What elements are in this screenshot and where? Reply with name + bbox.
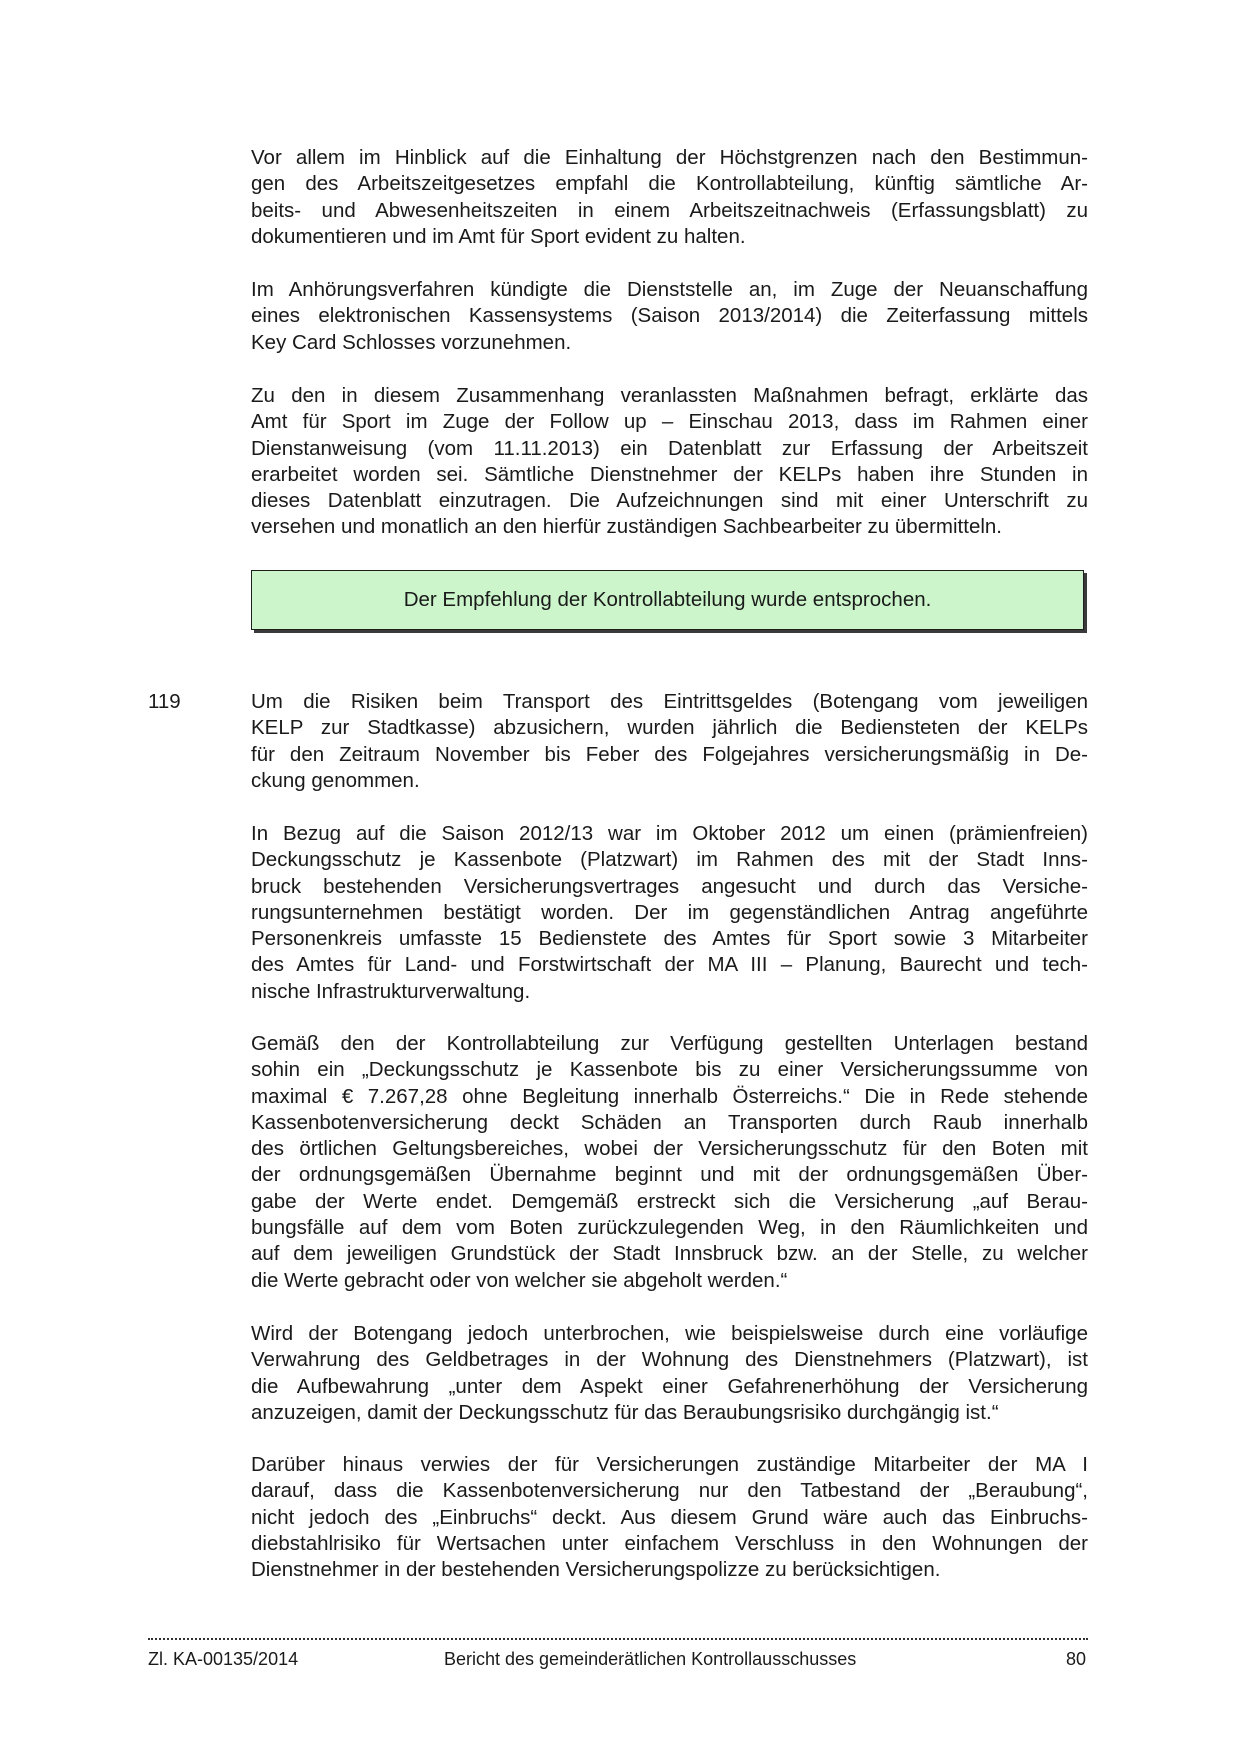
section-text-block — [251, 689, 1088, 794]
text-line: KELP zur Stadtkasse) abzusichern, wurden jährlich die Bediensteten der KELPs — [251, 716, 1088, 740]
text-line: nicht jedoch des „Einbruchs“ deckt. Aus diesem Grund wäre auch das Einbruchs- — [251, 1505, 1088, 1529]
section-number: 119 — [148, 690, 181, 713]
text-line: der ordnungsgemäßen Übernahme beginnt und mit der ordnungsgemäßen Über- — [251, 1163, 1088, 1187]
text-line: Personenkreis umfasste 15 Bedienstete des Amtes für Sport sowie 3 Mitarbeiter — [251, 927, 1088, 951]
text-line: Um die Risiken beim Transport des Eintrittsgeldes (Botengang vom jeweiligen — [251, 690, 1088, 713]
text-line: Verwahrung des Geldbetrages in der Wohnung des Dienstnehmers (Platzwart), ist — [251, 1348, 1088, 1372]
text-line: diebstahlrisiko für Wertsachen unter einfachem Verschluss in den Wohnungen der — [251, 1531, 1088, 1555]
text-line: bruck bestehenden Versicherungsvertrages angesucht und durch das Versiche- — [251, 874, 1088, 898]
recommendation-callout — [251, 570, 1084, 630]
text-line: Vor allem im Hinblick auf die Einhaltung der Höchstgrenzen nach den Bestimmun- — [251, 146, 1088, 169]
text-line: sohin ein „Deckungsschutz je Kassenbote bis zu einer Versicherungssumme von — [251, 1058, 1088, 1082]
text-line: gen des Arbeitszeitgesetzes empfahl die Kontrollabteilung, künftig sämtliche Ar- — [251, 172, 1088, 196]
footer-reference: Zl. KA-00135/2014 — [148, 1649, 299, 1669]
text-line: Zu den in diesem Zusammenhang veranlassten Maßnahmen befragt, erklärte das — [251, 384, 1088, 407]
top-text-block — [251, 383, 1088, 541]
paragraph — [251, 1452, 1088, 1583]
text-line: Im Anhörungsverfahren kündigte die Dienststelle an, im Zuge der Neuanschaffung — [251, 278, 1088, 301]
paragraph — [251, 1031, 1088, 1294]
text-line: darauf, dass die Kassenbotenversicherung nur den Tatbestand der „Beraubung“, — [251, 1479, 1088, 1503]
text-line: maximal € 7.267,28 ohne Begleitung innerhalb Österreichs.“ Die in Rede stehende — [251, 1084, 1088, 1108]
text-line: nische Infrastrukturverwaltung. — [251, 979, 531, 1003]
text-line: Darüber hinaus verwies der für Versicherungen zuständige Mitarbeiter der MA I — [251, 1453, 1088, 1476]
text-line: die Werte gebracht oder von welcher sie abgeholt werden.“ — [251, 1268, 788, 1292]
text-line: gabe der Werte endet. Demgemäß erstreckt sich die Versicherung „auf Berau- — [251, 1189, 1088, 1213]
text-line: die Aufbewahrung „unter dem Aspekt einer Gefahrenerhöhung der Versicherung — [251, 1374, 1088, 1398]
paragraph — [251, 383, 1088, 541]
text-line: anzuzeigen, damit der Deckungsschutz für das Beraubungsrisiko durchgängig ist.“ — [251, 1400, 999, 1424]
section-text-block — [251, 1452, 1088, 1583]
text-line: In Bezug auf die Saison 2012/13 war im Oktober 2012 um einen (prämienfreien) — [251, 822, 1088, 845]
text-line: für den Zeitraum November bis Feber des Folgejahres versicherungsmäßig in De- — [251, 742, 1088, 766]
paragraph — [251, 277, 1088, 356]
paragraph — [251, 145, 1088, 250]
text-line: dieses Datenblatt einzutragen. Die Aufzeichnungen sind mit einer Unterschrift zu — [251, 489, 1088, 513]
section-text-block — [251, 1031, 1088, 1294]
section-text-block — [251, 821, 1088, 1005]
top-text-block — [251, 145, 1088, 250]
text-line: rungsunternehmen bestätigt worden. Der im gegenständlichen Antrag angeführte — [251, 900, 1088, 924]
text-line: des Amtes für Land- und Forstwirtschaft der MA III – Planung, Baurecht und tech- — [251, 953, 1088, 977]
footer-title: Bericht des gemeinderätlichen Kontrollausschusses — [444, 1649, 857, 1669]
text-line: Key Card Schlosses vorzunehmen. — [251, 330, 572, 354]
text-line: Deckungsschutz je Kassenbote (Platzwart) im Rahmen des mit der Stadt Inns- — [251, 848, 1088, 872]
text-line: des örtlichen Geltungsbereiches, wobei der Versicherungsschutz für den Boten mit — [251, 1137, 1088, 1161]
text-line: beits- und Abwesenheitszeiten in einem Arbeitszeitnachweis (Erfassungsblatt) zu — [251, 198, 1088, 222]
paragraph — [251, 1321, 1088, 1426]
footer-separator — [148, 1638, 1088, 1640]
text-line: Dienstanweisung (vom 11.11.2013) ein Datenblatt zur Erfassung der Arbeitszeit — [251, 436, 1088, 460]
top-text-block — [251, 277, 1088, 356]
text-line: auf dem jeweiligen Grundstück der Stadt Innsbruck bzw. an der Stelle, zu welcher — [251, 1242, 1088, 1266]
text-line: bungsfälle auf dem vom Boten zurückzulegenden Weg, in den Räumlichkeiten und — [251, 1216, 1088, 1240]
text-line: Amt für Sport im Zuge der Follow up – Einschau 2013, dass im Rahmen einer — [251, 410, 1088, 434]
text-line: Kassenbotenversicherung deckt Schäden an Transporten durch Raub innerhalb — [251, 1110, 1088, 1134]
section-text-block — [251, 1321, 1088, 1426]
text-line: Wird der Botengang jedoch unterbrochen, wie beispielsweise durch eine vorläufige — [251, 1322, 1088, 1345]
text-line: eines elektronischen Kassensystems (Saison 2013/2014) die Zeiterfassung mittels — [251, 304, 1088, 328]
text-line: erarbeitet worden sei. Sämtliche Dienstnehmer der KELPs haben ihre Stunden in — [251, 462, 1088, 486]
text-line: versehen und monatlich an den hierfür zuständigen Sachbearbeiter zu übermitteln. — [251, 515, 1002, 539]
paragraph — [251, 821, 1088, 1005]
text-line: Dienstnehmer in der bestehenden Versicherungspolizze zu berücksichtigen. — [251, 1558, 941, 1582]
page-number: 80 — [1066, 1649, 1087, 1669]
callout-text: Der Empfehlung der Kontrollabteilung wurde entsprochen. — [403, 588, 932, 611]
paragraph — [251, 689, 1088, 794]
text-line: Gemäß den der Kontrollabteilung zur Verfügung gestellten Unterlagen bestand — [251, 1032, 1088, 1055]
text-line: dokumentieren und im Amt für Sport evident zu halten. — [251, 224, 746, 248]
text-line: ckung genommen. — [251, 768, 420, 792]
